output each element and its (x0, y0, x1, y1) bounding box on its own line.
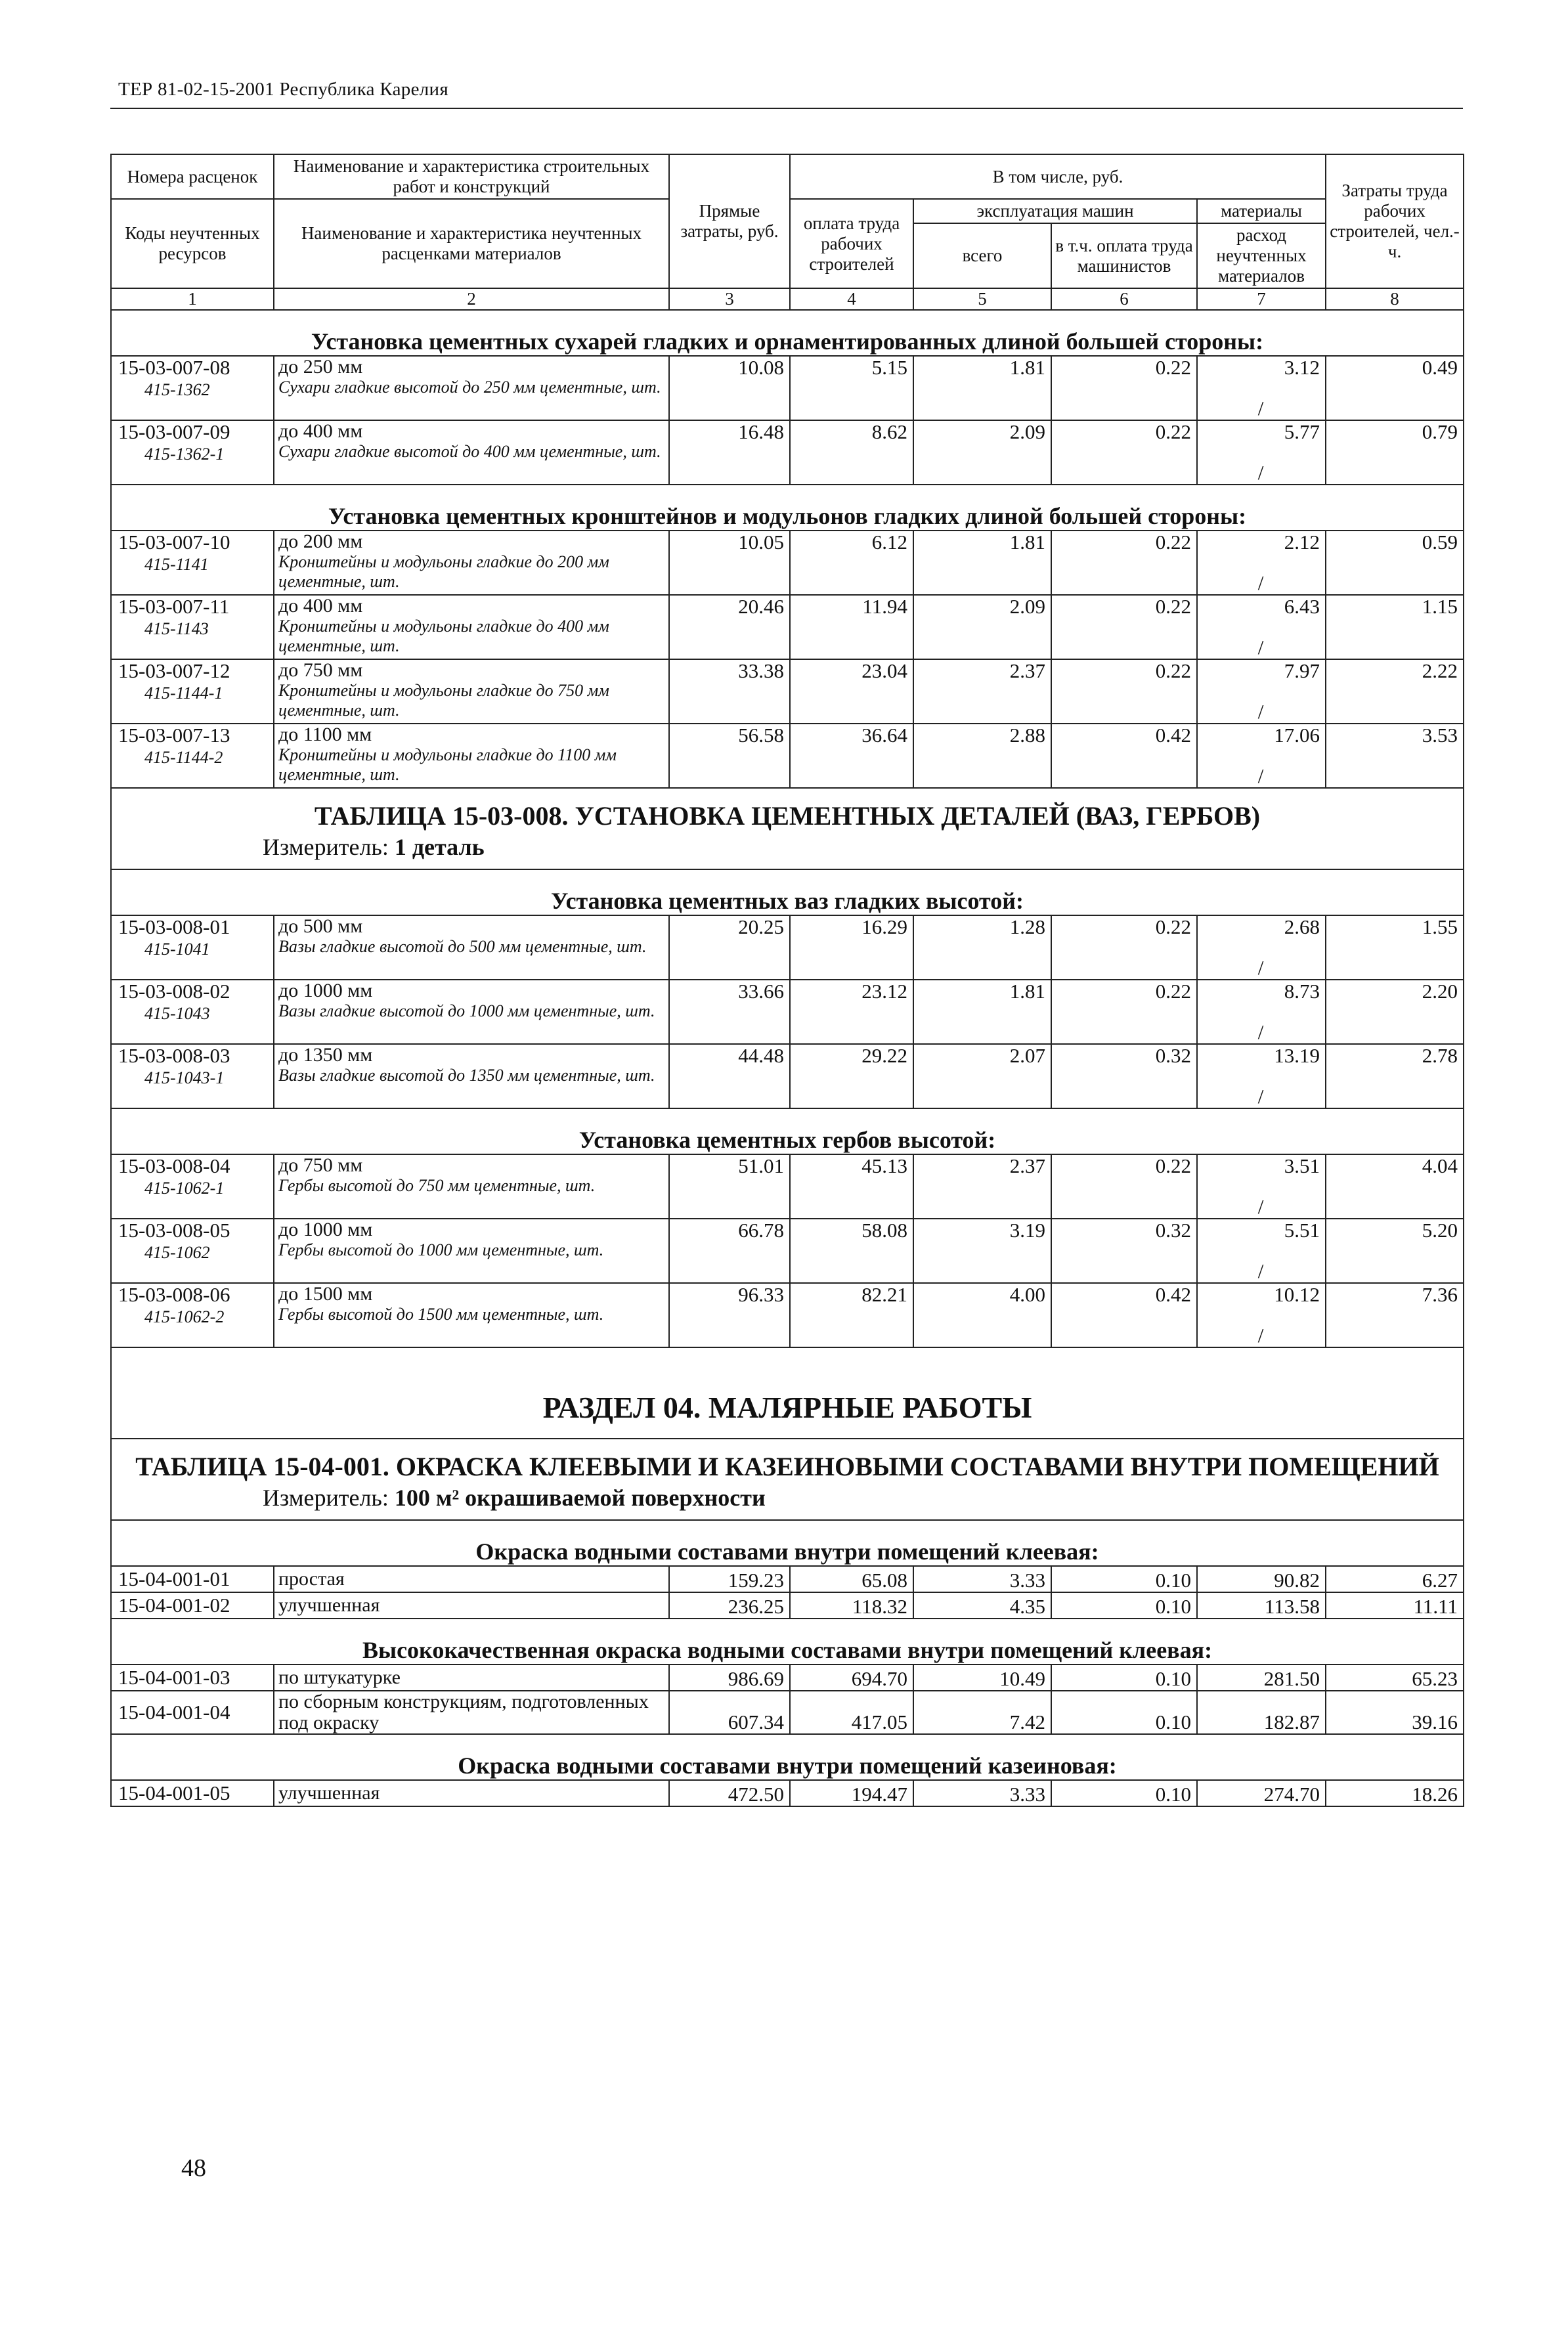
work-name: до 1350 мм (278, 1044, 373, 1066)
materials-cell (1197, 1219, 1326, 1283)
machine-cost: 2.09 (913, 420, 1051, 485)
wage-cost: 65.08 (790, 1566, 913, 1592)
col-wage-header: оплата труда рабочих строителей (790, 199, 913, 288)
work-name: простая (274, 1566, 669, 1592)
group-heading-row (111, 869, 1464, 915)
direct-cost: 96.33 (669, 1283, 790, 1347)
machine-wage: 0.10 (1051, 1592, 1197, 1619)
materials-cost: 17.06 (1274, 724, 1320, 747)
work-name: по штукатурке (274, 1665, 669, 1691)
work-name-cell (274, 531, 669, 595)
rate-code-cell (111, 420, 274, 485)
table-row (111, 1566, 1464, 1592)
machine-wage: 0.32 (1051, 1219, 1197, 1283)
machine-cost: 2.09 (913, 595, 1051, 659)
col-materials-unaccounted-header: расход неучтенных материалов (1197, 223, 1326, 288)
wage-cost: 23.12 (790, 980, 913, 1044)
resource-code: 415-1141 (144, 555, 209, 574)
rate-code-cell (111, 1283, 274, 1347)
material-name: Вазы гладкие высотой до 500 мм цементные, шт. (278, 937, 647, 956)
direct-cost: 44.48 (669, 1044, 790, 1108)
rate-code-cell (111, 531, 274, 595)
direct-cost: 986.69 (669, 1665, 790, 1691)
unaccounted-materials: / (1257, 397, 1264, 420)
resource-code: 415-1143 (144, 619, 209, 638)
work-name: до 1000 мм (278, 980, 373, 1001)
rate-code: 15-04-001-02 (111, 1592, 274, 1619)
group-heading: Установка цементных сухарей гладких и орнаментированных длиной большей стороны: (111, 310, 1464, 356)
material-name: Сухари гладкие высотой до 400 мм цементные, шт. (278, 442, 661, 461)
table-row (111, 1780, 1464, 1806)
group-heading: Окраска водными составами внутри помещений клеевая: (111, 1520, 1464, 1566)
resource-code: 415-1041 (144, 940, 210, 959)
rate-code-cell (111, 659, 274, 724)
material-name: Кронштейны и модульоны гладкие до 1100 мм цементные, шт. (278, 745, 617, 784)
table-row (111, 659, 1464, 724)
unaccounted-materials: / (1257, 956, 1264, 979)
rate-code-cell (111, 1154, 274, 1219)
column-number-row (111, 288, 1464, 310)
direct-cost: 236.25 (669, 1592, 790, 1619)
group-heading-row (111, 310, 1464, 356)
materials-cost: 8.73 (1284, 980, 1320, 1003)
col-labor-header: Затраты труда рабочих строителей, чел.-ч. (1326, 154, 1464, 288)
rate-code-cell (111, 1044, 274, 1108)
group-heading: Окраска водными составами внутри помещений казеиновая: (111, 1734, 1464, 1780)
col-mat-name-header: Наименование и характеристика неучтенных расценками материалов (274, 199, 669, 288)
unaccounted-materials: / (1257, 1259, 1264, 1282)
work-name: до 400 мм (278, 420, 363, 442)
wage-cost: 82.21 (790, 1283, 913, 1347)
work-name: улучшенная (274, 1780, 669, 1806)
work-name-cell (274, 724, 669, 788)
table-row (111, 1592, 1464, 1619)
rate-code: 15-04-001-03 (111, 1665, 274, 1691)
rate-code: 15-03-008-01 (118, 915, 230, 938)
wage-cost: 6.12 (790, 531, 913, 595)
materials-cost: 2.68 (1284, 915, 1320, 938)
resource-code: 415-1362 (144, 380, 210, 399)
material-name: Вазы гладкие высотой до 1000 мм цементные, шт. (278, 1001, 655, 1020)
rate-code: 15-03-007-09 (118, 420, 230, 443)
work-name-cell (274, 1283, 669, 1347)
direct-cost: 159.23 (669, 1566, 790, 1592)
header-divider (110, 108, 1463, 109)
rate-code-cell (111, 356, 274, 420)
material-name: Кронштейны и модульоны гладкие до 750 мм цементные, шт. (278, 681, 609, 720)
rate-code: 15-03-008-02 (118, 980, 230, 1003)
measure-unit (111, 1483, 1464, 1520)
labor-cost: 7.36 (1326, 1283, 1464, 1347)
rate-code: 15-03-007-10 (118, 531, 230, 554)
group-heading: Установка цементных гербов высотой: (111, 1108, 1464, 1154)
material-name: Вазы гладкие высотой до 1350 мм цементные, шт. (278, 1066, 655, 1085)
resource-code: 415-1043-1 (144, 1068, 225, 1087)
rate-code: 15-03-007-13 (118, 724, 230, 747)
rate-code-cell (111, 915, 274, 980)
work-name-cell (274, 659, 669, 724)
unaccounted-materials: / (1257, 1195, 1264, 1218)
table-title-row (111, 1439, 1464, 1483)
work-name-cell (274, 356, 669, 420)
resource-code: 415-1062-2 (144, 1307, 225, 1326)
labor-cost: 3.53 (1326, 724, 1464, 788)
direct-cost: 20.25 (669, 915, 790, 980)
wage-cost: 11.94 (790, 595, 913, 659)
materials-cell (1197, 595, 1326, 659)
labor-cost: 2.78 (1326, 1044, 1464, 1108)
table-row (111, 1154, 1464, 1219)
materials-cost: 182.87 (1197, 1691, 1326, 1734)
labor-cost: 39.16 (1326, 1691, 1464, 1734)
col-materials-header: материалы (1197, 199, 1326, 223)
table-row (111, 1665, 1464, 1691)
materials-cost: 281.50 (1197, 1665, 1326, 1691)
machine-cost: 7.42 (913, 1691, 1051, 1734)
materials-cost: 3.12 (1284, 356, 1320, 379)
labor-cost: 11.11 (1326, 1592, 1464, 1619)
direct-cost: 607.34 (669, 1691, 790, 1734)
section-heading-row (111, 1347, 1464, 1439)
materials-cell (1197, 915, 1326, 980)
work-name: улучшенная (274, 1592, 669, 1619)
machine-cost: 1.81 (913, 356, 1051, 420)
materials-cell (1197, 531, 1326, 595)
machine-cost: 3.33 (913, 1780, 1051, 1806)
col-machines-wage-header: в т.ч. оплата труда машинистов (1051, 223, 1197, 288)
col-number: 3 (669, 288, 790, 310)
machine-cost: 1.81 (913, 531, 1051, 595)
unaccounted-materials: / (1257, 461, 1264, 484)
labor-cost: 1.55 (1326, 915, 1464, 980)
unaccounted-materials: / (1257, 636, 1264, 659)
labor-cost: 1.15 (1326, 595, 1464, 659)
materials-cell (1197, 356, 1326, 420)
wage-cost: 23.04 (790, 659, 913, 724)
resource-code: 415-1144-2 (144, 748, 223, 767)
wage-cost: 29.22 (790, 1044, 913, 1108)
work-name: до 250 мм (278, 356, 363, 378)
machine-cost: 4.35 (913, 1592, 1051, 1619)
material-name: Сухари гладкие высотой до 250 мм цементные, шт. (278, 378, 661, 397)
work-name: до 500 мм (278, 915, 363, 937)
rate-code: 15-03-007-08 (118, 356, 230, 379)
direct-cost: 16.48 (669, 420, 790, 485)
machine-wage: 0.22 (1051, 356, 1197, 420)
machine-cost: 2.07 (913, 1044, 1051, 1108)
materials-cost: 90.82 (1197, 1566, 1326, 1592)
col-number: 7 (1197, 288, 1326, 310)
group-heading-row (111, 1619, 1464, 1665)
material-name: Гербы высотой до 1500 мм цементные, шт. (278, 1305, 604, 1324)
direct-cost: 10.05 (669, 531, 790, 595)
measure-label: Измеритель: (263, 1485, 389, 1511)
col-name-header: Наименование и характеристика строительных работ и конструкций (274, 154, 669, 199)
machine-wage: 0.10 (1051, 1780, 1197, 1806)
rate-code: 15-03-008-05 (118, 1219, 230, 1242)
rate-code: 15-03-007-11 (118, 595, 230, 618)
col-direct-header: Прямые затраты, руб. (669, 154, 790, 288)
col-number: 8 (1326, 288, 1464, 310)
table-row (111, 980, 1464, 1044)
work-name: до 200 мм (278, 531, 363, 552)
unaccounted-materials: / (1257, 764, 1264, 787)
labor-cost: 65.23 (1326, 1665, 1464, 1691)
table-row (111, 1219, 1464, 1283)
labor-cost: 2.20 (1326, 980, 1464, 1044)
table-row (111, 595, 1464, 659)
direct-cost: 472.50 (669, 1780, 790, 1806)
table-row (111, 915, 1464, 980)
price-table (110, 154, 1464, 1807)
machine-wage: 0.22 (1051, 420, 1197, 485)
wage-cost: 36.64 (790, 724, 913, 788)
table-row (111, 356, 1464, 420)
group-heading-row (111, 485, 1464, 531)
labor-cost: 0.49 (1326, 356, 1464, 420)
table-row (111, 1691, 1464, 1734)
wage-cost: 694.70 (790, 1665, 913, 1691)
rate-code: 15-03-008-04 (118, 1154, 230, 1177)
wage-cost: 194.47 (790, 1780, 913, 1806)
labor-cost: 2.22 (1326, 659, 1464, 724)
resource-code: 415-1362-1 (144, 445, 225, 464)
col-number: 5 (913, 288, 1051, 310)
materials-cost: 2.12 (1284, 531, 1320, 554)
work-name: по сборным конструкциям, подготовленных под окраску (274, 1691, 669, 1734)
measure-value: 100 м² окрашиваемой поверхности (394, 1485, 766, 1511)
rate-code: 15-03-008-06 (118, 1283, 230, 1306)
materials-cell (1197, 980, 1326, 1044)
running-header: ТЕР 81-02-15-2001 Республика Карелия (118, 79, 449, 100)
unaccounted-materials: / (1257, 571, 1264, 594)
work-name-cell (274, 420, 669, 485)
machine-cost: 2.88 (913, 724, 1051, 788)
table-row (111, 1283, 1464, 1347)
direct-cost: 66.78 (669, 1219, 790, 1283)
wage-cost: 16.29 (790, 915, 913, 980)
machine-cost: 3.19 (913, 1219, 1051, 1283)
machine-cost: 2.37 (913, 659, 1051, 724)
resource-code: 415-1043 (144, 1004, 210, 1023)
machine-wage: 0.22 (1051, 531, 1197, 595)
materials-cell (1197, 659, 1326, 724)
table-title: ТАБЛИЦА 15-04-001. ОКРАСКА КЛЕЕВЫМИ И КАЗЕИНОВЫМИ СОСТАВАМИ ВНУТРИ ПОМЕЩЕНИЙ (111, 1439, 1464, 1483)
materials-cost: 5.77 (1284, 420, 1320, 443)
rate-code: 15-04-001-01 (111, 1566, 274, 1592)
group-heading-row (111, 1734, 1464, 1780)
machine-cost: 1.81 (913, 980, 1051, 1044)
labor-cost: 18.26 (1326, 1780, 1464, 1806)
resource-code: 415-1062-1 (144, 1179, 225, 1198)
material-name: Кронштейны и модульоны гладкие до 200 мм цементные, шт. (278, 552, 609, 591)
group-heading: Установка цементных кронштейнов и модульонов гладких длиной большей стороны: (111, 485, 1464, 531)
group-heading: Высококачественная окраска водными составами внутри помещений клеевая: (111, 1619, 1464, 1665)
machine-wage: 0.42 (1051, 724, 1197, 788)
col-machines-total-header: всего (913, 223, 1051, 288)
col-incl-header: В том числе, руб. (790, 154, 1326, 199)
wage-cost: 45.13 (790, 1154, 913, 1219)
table-title: ТАБЛИЦА 15-03-008. УСТАНОВКА ЦЕМЕНТНЫХ ДЕТАЛЕЙ (ВАЗ, ГЕРБОВ) (111, 788, 1464, 832)
table-row (111, 724, 1464, 788)
materials-cost: 6.43 (1284, 595, 1320, 618)
work-name: до 1500 мм (278, 1283, 373, 1305)
wage-cost: 8.62 (790, 420, 913, 485)
materials-cost: 10.12 (1274, 1283, 1320, 1306)
materials-cell (1197, 1283, 1326, 1347)
table-row (111, 420, 1464, 485)
machine-wage: 0.22 (1051, 659, 1197, 724)
wage-cost: 5.15 (790, 356, 913, 420)
material-name: Гербы высотой до 1000 мм цементные, шт. (278, 1240, 604, 1259)
col-number: 6 (1051, 288, 1197, 310)
unaccounted-materials: / (1257, 700, 1264, 723)
work-name-cell (274, 1044, 669, 1108)
work-name-cell (274, 1154, 669, 1219)
materials-cell (1197, 1044, 1326, 1108)
wage-cost: 417.05 (790, 1691, 913, 1734)
work-name: до 1100 мм (278, 724, 372, 745)
table-row (111, 1044, 1464, 1108)
group-heading-row (111, 1520, 1464, 1566)
labor-cost: 6.27 (1326, 1566, 1464, 1592)
group-heading-row (111, 1108, 1464, 1154)
unaccounted-materials: / (1257, 1085, 1264, 1108)
header-row-1 (111, 154, 1464, 199)
rate-code-cell (111, 1219, 274, 1283)
table-body (111, 154, 1464, 1806)
wage-cost: 58.08 (790, 1219, 913, 1283)
labor-cost: 0.79 (1326, 420, 1464, 485)
work-name: до 750 мм (278, 659, 363, 681)
rate-code: 15-03-008-03 (118, 1044, 230, 1067)
machine-wage: 0.10 (1051, 1566, 1197, 1592)
direct-cost: 51.01 (669, 1154, 790, 1219)
labor-cost: 4.04 (1326, 1154, 1464, 1219)
col-number: 1 (111, 288, 274, 310)
measure-value: 1 деталь (394, 834, 485, 860)
work-name: до 750 мм (278, 1154, 363, 1176)
measure-unit (111, 832, 1464, 869)
work-name: до 400 мм (278, 595, 363, 617)
machine-wage: 0.10 (1051, 1691, 1197, 1734)
machine-wage: 0.10 (1051, 1665, 1197, 1691)
col-number: 4 (790, 288, 913, 310)
machine-wage: 0.22 (1051, 1154, 1197, 1219)
material-name: Кронштейны и модульоны гладкие до 400 мм цементные, шт. (278, 617, 609, 655)
col-machines-header: эксплуатация машин (913, 199, 1197, 223)
materials-cost: 113.58 (1197, 1592, 1326, 1619)
rate-code-cell (111, 724, 274, 788)
materials-cell (1197, 420, 1326, 485)
measure-row (111, 832, 1464, 869)
machine-cost: 4.00 (913, 1283, 1051, 1347)
group-heading: Установка цементных ваз гладких высотой: (111, 869, 1464, 915)
materials-cell (1197, 1154, 1326, 1219)
direct-cost: 20.46 (669, 595, 790, 659)
unaccounted-materials: / (1257, 1324, 1264, 1347)
rate-code-cell (111, 595, 274, 659)
machine-wage: 0.22 (1051, 595, 1197, 659)
direct-cost: 33.38 (669, 659, 790, 724)
work-name: до 1000 мм (278, 1219, 373, 1240)
col-code-header: Номера расценок (111, 154, 274, 199)
resource-code: 415-1144-1 (144, 684, 223, 703)
page-number: 48 (181, 2154, 206, 2182)
rate-code-cell (111, 980, 274, 1044)
machine-wage: 0.42 (1051, 1283, 1197, 1347)
table-row (111, 531, 1464, 595)
col-number: 2 (274, 288, 669, 310)
work-name-cell (274, 980, 669, 1044)
rate-code: 15-04-001-05 (111, 1780, 274, 1806)
materials-cost: 7.97 (1284, 659, 1320, 682)
section-heading: РАЗДЕЛ 04. МАЛЯРНЫЕ РАБОТЫ (111, 1347, 1464, 1439)
measure-label: Измеритель: (263, 834, 389, 860)
machine-cost: 10.49 (913, 1665, 1051, 1691)
col-res-code-header: Коды неучтенных ресурсов (111, 199, 274, 288)
direct-cost: 10.08 (669, 356, 790, 420)
machine-wage: 0.32 (1051, 1044, 1197, 1108)
unaccounted-materials: / (1257, 1020, 1264, 1043)
machine-wage: 0.22 (1051, 980, 1197, 1044)
machine-wage: 0.22 (1051, 915, 1197, 980)
rate-code: 15-03-007-12 (118, 659, 230, 682)
materials-cell (1197, 724, 1326, 788)
labor-cost: 0.59 (1326, 531, 1464, 595)
work-name-cell (274, 1219, 669, 1283)
direct-cost: 33.66 (669, 980, 790, 1044)
work-name-cell (274, 595, 669, 659)
rate-code: 15-04-001-04 (111, 1691, 274, 1734)
resource-code: 415-1062 (144, 1243, 210, 1262)
machine-cost: 3.33 (913, 1566, 1051, 1592)
table-title-row (111, 788, 1464, 832)
materials-cost: 3.51 (1284, 1154, 1320, 1177)
work-name-cell (274, 915, 669, 980)
direct-cost: 56.58 (669, 724, 790, 788)
measure-row (111, 1483, 1464, 1520)
machine-cost: 2.37 (913, 1154, 1051, 1219)
labor-cost: 5.20 (1326, 1219, 1464, 1283)
material-name: Гербы высотой до 750 мм цементные, шт. (278, 1176, 596, 1195)
materials-cost: 274.70 (1197, 1780, 1326, 1806)
wage-cost: 118.32 (790, 1592, 913, 1619)
machine-cost: 1.28 (913, 915, 1051, 980)
materials-cost: 5.51 (1284, 1219, 1320, 1242)
materials-cost: 13.19 (1274, 1044, 1320, 1067)
